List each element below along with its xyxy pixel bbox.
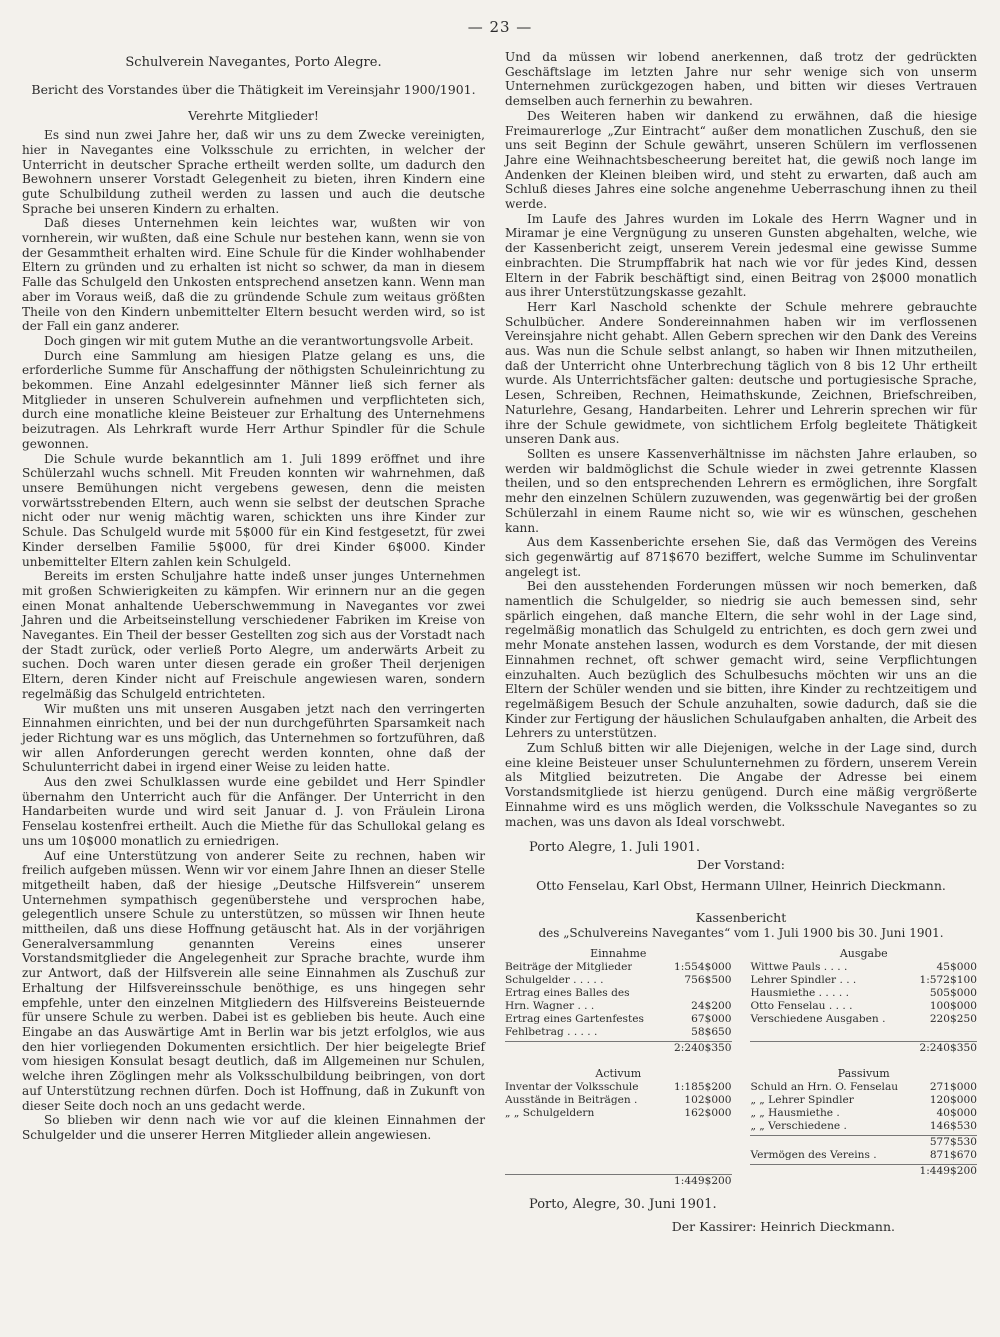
paragraph: Bereits im ersten Schuljahre hatte indeß unser junges Unternehmen mit großen Schwierigkeiten zu kämpfen. Wir erinnern nur an die gegen einen Monat anhaltende Ueberschwemmung in Navegantes vor zwei Jahren und die Arbeitseinstellung verschiedener Fabriken im Kreise von Navegantes. Ein Theil der besser Gestellten zog sich aus der Vorstadt nach der Stadt zurück, oder verließ Porto Alegre, um anderwärts Arbeit zu suchen. Doch waren unter diesen gerade ein großer Theil derjenigen Eltern, deren Kinder nicht auf Freischule angewiesen waren, sondern regelmäßig das Schulgeld entrichteten. xyxy=(22,569,485,701)
liabilities-amount: 271$000 xyxy=(929,1080,977,1093)
paragraph: Herr Karl Naschold schenkte der Schule mehrere gebrauchte Schulbücher. Andere Sondereinnahmen haben wir im verflossenen Vereinsjahre nicht gehabt. Allen Gebern sprechen wir den Dank des Vereins aus. Was nun die Schule selbst anlangt, so haben wir Ihnen mitzutheilen, daß der Unterricht ohne Unterbrechung täglich von 8 bis 12 Uhr ertheilt wurde. Als Unterrichtsfächer galten: deutsche und portugiesische Sprache, Lesen, Schreiben, Rechnen, Heimathskunde, Zeichnen, Briefschreiben, Naturlehre, Gesang, Handarbeiten. Lehrer und Lehrerin sprechen wir für ihre der Schule gewidmete, von sichtlichem Erfolg begleitete Thätigkeit unseren Dank aus. xyxy=(505,299,977,447)
left-column xyxy=(22,50,485,1143)
paragraph: Und da müssen wir lobend anerkennen, daß trotz der gedrückten Geschäftslage im letzten Jahre nur sehr wenige sich von unserm Unternehmen zurückgezogen haben, und bitten wir dieses Vertrauen demselben auch fernerhin zu bewahren. xyxy=(505,50,977,109)
assets-heading: Activum xyxy=(595,1066,642,1080)
liabilities-row xyxy=(750,1120,977,1133)
income-label: Ertrag eines Balles des xyxy=(505,986,630,999)
paragraph: Zum Schluß bitten wir alle Diejenigen, welche in der Lage sind, durch eine kleine Beisteuer unser Schulunternehmen zu fördern, unserem Verein als Mitglied beizutreten. Die Angabe der Adresse bei einem Vorstandsmitgliede ist hierzu genügend. Durch eine mäßig vergrößerte Einnahme wird es uns möglich werden, die Volksschule Navegantes so zu machen, was uns davon als Ideal vorschwebt. xyxy=(505,741,977,829)
expense-row xyxy=(750,974,977,987)
assets-row xyxy=(505,1081,732,1094)
income-total-row xyxy=(505,1041,732,1055)
paragraph: So blieben wir denn nach wie vor auf die kleinen Einnahmen der Schulgelder und die unserer Herren Mitglieder allein angewiesen. xyxy=(22,1113,485,1142)
expense-total: 2:240$350 xyxy=(919,1041,977,1054)
expense-heading: Ausgabe xyxy=(839,946,888,960)
expense-label: Lehrer Spindler . . . xyxy=(750,973,857,986)
income-row xyxy=(505,1026,732,1039)
assets-total-row xyxy=(505,1174,732,1188)
assets-label: Ausstände in Beiträgen . xyxy=(505,1093,638,1106)
vermoegen-amount: 871$670 xyxy=(929,1148,977,1161)
liabilities-row xyxy=(750,1107,977,1120)
expense-amount: 505$000 xyxy=(929,986,977,999)
income-label: Schulgelder . . . . . xyxy=(505,973,604,986)
paragraph: Im Laufe des Jahres wurden im Lokale des Herrn Wagner und in Miramar je eine Vergnügung zu unseren Gunsten abgehalten, welche, wie der Kassenbericht zeigt, unserem Verein jedesmal eine gewisse Summe einbrachten. Die Strumpffabrik hat nach wie vor für jedes Kind, dessen Eltern in der Fabrik beschäftigt sind, einen Beitrag von 2$000 monatlich aus ihrer Unterstützungskasse gezahlt. xyxy=(505,211,977,300)
liabilities-heading: Passivum xyxy=(837,1066,890,1080)
expense-amount: 1:572$100 xyxy=(919,973,977,986)
expense-amount: 220$250 xyxy=(929,1012,977,1025)
liabilities-row xyxy=(750,1094,977,1107)
expense-row xyxy=(750,1000,977,1013)
liabilities-total-row xyxy=(750,1164,977,1178)
assets-label: Inventar der Volksschule xyxy=(505,1080,639,1093)
income-amount: 24$200 xyxy=(691,999,732,1012)
report-subtitle: des „Schulvereins Navegantes“ vom 1. Juli 1900 bis 30. Juni 1901. xyxy=(538,926,944,941)
expense-row xyxy=(750,1013,977,1026)
liabilities-row xyxy=(750,1081,977,1094)
vermoegen-label: Vermögen des Vereins . xyxy=(750,1148,877,1161)
board-label: Der Vorstand: xyxy=(697,856,785,872)
salutation: Verehrte Mitglieder! xyxy=(188,108,319,124)
income-amount: 58$650 xyxy=(691,1025,732,1038)
assets-amount: 102$000 xyxy=(684,1093,732,1106)
assets-total: 1:449$200 xyxy=(674,1174,732,1187)
paragraph: Wir mußten uns mit unseren Ausgaben jetzt nach den verringerten Einnahmen einrichten, und bei der nun durchgeführten Sparsamkeit nach jeder Richtung war es uns möglich, das Unternehmen so fortzuführen, daß wir allen Anforderungen gerecht werden konnten, ohne daß der Schulunterricht dabei in irgend einer Weise zu leiden hatte. xyxy=(22,701,485,775)
income-amount: 67$000 xyxy=(691,1012,732,1025)
income-row xyxy=(505,974,732,987)
balance-table xyxy=(505,1067,977,1188)
vermoegen-row xyxy=(750,1149,977,1162)
liabilities-amount: 120$000 xyxy=(929,1093,977,1106)
income-expense-table xyxy=(505,947,977,1055)
income-amount xyxy=(670,987,732,1000)
paragraph: Auf eine Unterstützung von anderer Seite zu rechnen, haben wir freilich aufgeben müssen. Wenn wir vor einem Jahre Ihnen an dieser Stelle mitgetheilt haben, daß der hiesige „Deutsche Hilfsverein“ unserem Unternehmen sympathisch gegenüberstehe und versprochen habe, gelegentlich unsere Schule zu unterstützen, so müssen wir Ihnen heute mittheilen, daß uns diese Hoffnung getäuscht hat. Als in der vorjährigen Generalversammlung genannten Vereins eines unserer Vorstandsmitglieder die Angelegenheit zur Sprache brachte, wurde ihm zur Antwort, daß der Hilfsverein alle seine Einnahmen als Zuschuß zur Erhaltung der Hilfsvereinsschule benöthige, es uns hingegen sehr empfehle, unter den einzelnen Mitgliedern des Hilfsvereins Beisteuernde für unsere Schule zu werben. Dabei ist es geblieben bis heute. Auch eine Eingabe an das Auswärtige Amt in Berlin war bis jetzt erfolglos, wie aus den hier vorliegenden Dokumenten ersichtlich. Der hier beigelegte Brief vom hiesigen Konsulat besagt deutlich, daß im Allgemeinen nur Schulen, welche ihren Zöglingen mehr als Volksschulbildung beibringen, von dort auf Unterstützung rechnen dürfen. Doch ist Hoffnung, daß in Zukunft von dieser Seite doch noch an uns gedacht werde. xyxy=(22,848,485,1113)
income-amount: 756$500 xyxy=(684,973,732,986)
liabilities-section xyxy=(750,1067,977,1188)
liabilities-label: „ „ Verschiedene . xyxy=(750,1119,847,1132)
assets-amount: 1:185$200 xyxy=(674,1080,732,1093)
paragraph: Doch gingen wir mit gutem Muthe an die verantwortungsvolle Arbeit. xyxy=(44,333,474,348)
income-total: 2:240$350 xyxy=(674,1041,732,1054)
paragraph: Aus dem Kassenberichte ersehen Sie, daß das Vermögen des Vereins sich gegenwärtig auf 871$670 beziffert, welche Summe im Schulinventar angelegt ist. xyxy=(505,535,977,579)
income-row xyxy=(505,961,732,974)
paragraph: Aus den zwei Schulklassen wurde eine gebildet und Herr Spindler übernahm den Unterricht auch für die Anfänger. Der Unterricht in den Handarbeiten wurde und wird seit Januar d. J. von Fräulein Lirona Fenselau kostenfrei ertheilt. Auch die Miethe für das Schullokal gelang es uns um 10$000 monatlich zu erniedrigen. xyxy=(22,775,485,848)
assets-row xyxy=(505,1094,732,1107)
liabilities-subtotal-row xyxy=(750,1135,977,1149)
paragraph: Es sind nun zwei Jahre her, daß wir uns zu dem Zwecke vereinigten, hier in Navegantes eine Volksschule zu errichten, in welcher der Unterricht in deutscher Sprache ertheilt werden sollte, um dadurch den Bewohnern unserer Vorstadt Gelegenheit zu bieten, ihren Kindern eine gute Schulbildung zutheil werden zu lassen und auch die deutsche Sprache bei unseren Kindern zu erhalten. xyxy=(22,128,485,216)
income-label: Hrn. Wagner . . . xyxy=(505,999,595,1012)
assets-row xyxy=(505,1107,732,1120)
income-label: Beiträge der Mitglieder xyxy=(505,960,633,973)
expense-row xyxy=(750,987,977,1000)
income-label: Fehlbetrag . . . . . xyxy=(505,1025,598,1038)
expense-row xyxy=(750,961,977,974)
assets-section xyxy=(505,1067,732,1188)
assets-amount: 162$000 xyxy=(684,1106,732,1119)
cashier-signature: Der Kassirer: Heinrich Dieckmann. xyxy=(671,1219,895,1235)
paragraph: Bei den ausstehenden Forderungen müssen wir noch bemerken, daß namentlich die Schulgelder, so niedrig sie auch bemessen sind, sehr spärlich eingehen, daß manche Eltern, die sehr wohl in der Lage sind, regelmäßig monatlich das Schulgeld zu entrichten, es doch gern zwei und mehr Monate anstehen lassen, wodurch es dem Vorstande, der mit diesen Einnahmen rechnet, oft schwer gemacht wird, seine Verpflichtungen einzuhalten. Auch bezüglich des Schulbesuchs möchten wir uns an die Eltern der Schüler wenden und sie bitten, ihre Kinder zu rechtzeitigem und regelmäßigem Besuch der Schule anzuhalten, sowie dadurch, daß sie die Kinder zur Fertigung der häuslichen Schulaufgaben anhalten, die Arbeit des Lehrers zu unterstützen. xyxy=(505,579,977,741)
income-row xyxy=(505,1013,732,1026)
liabilities-amount: 146$530 xyxy=(929,1119,977,1132)
liabilities-total: 1:449$200 xyxy=(919,1164,977,1177)
paragraph: Sollten es unsere Kassenverhältnisse im nächsten Jahre erlauben, so werden wir baldmöglichst die Schule wieder in zwei getrennte Klassen theilen, und so den entsprechenden Lehrern es ermöglichen, ihre Sorgfalt mehr den einzelnen Schülern zuzuwenden, was gegenwärtig bei der großen Schülerzahl in einem Raume nicht so, wie wir es wünschen, geschehen kann. xyxy=(505,446,977,535)
liabilities-label: „ „ Lehrer Spindler xyxy=(750,1093,854,1106)
income-heading: Einnahme xyxy=(590,946,647,960)
expense-section xyxy=(750,947,977,1055)
income-row xyxy=(505,987,732,1000)
date-line: Porto Alegre, 1. Juli 1901. xyxy=(529,840,700,856)
expense-amount: 100$000 xyxy=(929,999,977,1012)
expense-label: Wittwe Pauls . . . . xyxy=(750,960,848,973)
liabilities-subtotal: 577$530 xyxy=(929,1135,977,1148)
assets-label: „ „ Schulgeldern xyxy=(505,1106,595,1119)
article-subtitle: Bericht des Vorstandes über die Thätigkeit im Vereinsjahr 1900/1901. xyxy=(31,81,476,97)
expense-label: Verschiedene Ausgaben . xyxy=(750,1012,886,1025)
expense-amount: 45$000 xyxy=(936,960,977,973)
income-section xyxy=(505,947,732,1055)
expense-label: Hausmiethe . . . . . xyxy=(750,986,849,999)
income-label: Ertrag eines Gartenfestes xyxy=(505,1012,644,1025)
paragraph: Des Weiteren haben wir dankend zu erwähnen, daß die hiesige Freimaurerloge „Zur Eintracht“ außer dem monatlichen Zuschuß, den sie uns seit Beginn der Schule gewährt, unseren Schülern im verflossenen Jahre eine Weihnachtsbescheerung bereitet hat, die gewiß noch lange im Andenken der Kleinen bleiben wird, und steht zu erwarten, daß auch am Schluß dieses Jahres eine solche angenehme Ueberraschung ihnen zu theil werde. xyxy=(505,108,977,212)
liabilities-label: „ „ Hausmiethe . xyxy=(750,1106,840,1119)
paragraph: Daß dieses Unternehmen kein leichtes war, wußten wir von vornherein, wir wußten, daß eine Schule nur bestehen kann, wenn sie von der Gesammtheit erhalten wird. Eine Schule für die Kinder wohlhabender Eltern zu gründen und zu erhalten ist nicht so schwer, da man in diesem Falle das Schulgeld den Unkosten entsprechend ansetzen kann. Wenn man aber im Voraus weiß, daß die zu gründende Schule zum weitaus größten Theile von den Kindern unbemittelter Eltern besucht werden wird, so ist der Fall ein ganz anderer. xyxy=(22,216,485,334)
liabilities-label: Schuld an Hrn. O. Fenselau xyxy=(750,1080,899,1093)
liabilities-amount: 40$000 xyxy=(936,1106,977,1119)
board-names: Otto Fenselau, Karl Obst, Hermann Ullner, Heinrich Dieckmann. xyxy=(536,877,946,893)
expense-total-row xyxy=(750,1041,977,1055)
report-title: Kassenbericht xyxy=(695,910,787,926)
article-title: Schulverein Navegantes, Porto Alegre. xyxy=(125,55,382,70)
right-column xyxy=(505,50,977,1235)
income-row xyxy=(505,1000,732,1013)
expense-label: Otto Fenselau . . . . xyxy=(750,999,853,1012)
paragraph: Durch eine Sammlung am hiesigen Platze gelang es uns, die erforderliche Summe für Anschaffung der nöthigsten Schuleinrichtung zu bekommen. Eine Anzahl edelgesinnter Männer ließ sich ferner als Mitglieder in unseren Schulverein aufnehmen und verpflichteten sich, durch eine monatliche kleine Beisteuer zur Erhaltung des Unternehmens beizutragen. Als Lehrkraft wurde Herr Arthur Spindler für die Schule gewonnen. xyxy=(22,348,485,451)
paragraph: Die Schule wurde bekanntlich am 1. Juli 1899 eröffnet und ihre Schülerzahl wuchs schnell. Mit Freuden konnten wir wahrnehmen, daß unsere Bemühungen nicht vergebens gewesen, denn die meisten vorwärtsstrebenden Eltern, auch wenn sie selbst der deutschen Sprache nicht oder nur wenig mächtig waren, schickten uns ihre Kinder zur Schule. Das Schulgeld wurde mit 5$000 für ein Kind festgesetzt, für zwei Kinder derselben Familie 5$000, für drei Kinder 6$000. Kinder unbemittelter Eltern zahlen kein Schulgeld. xyxy=(22,451,485,569)
page-number: — 23 — xyxy=(467,18,533,36)
closing-date: Porto, Alegre, 30. Juni 1901. xyxy=(529,1196,717,1212)
income-amount: 1:554$000 xyxy=(674,960,732,973)
